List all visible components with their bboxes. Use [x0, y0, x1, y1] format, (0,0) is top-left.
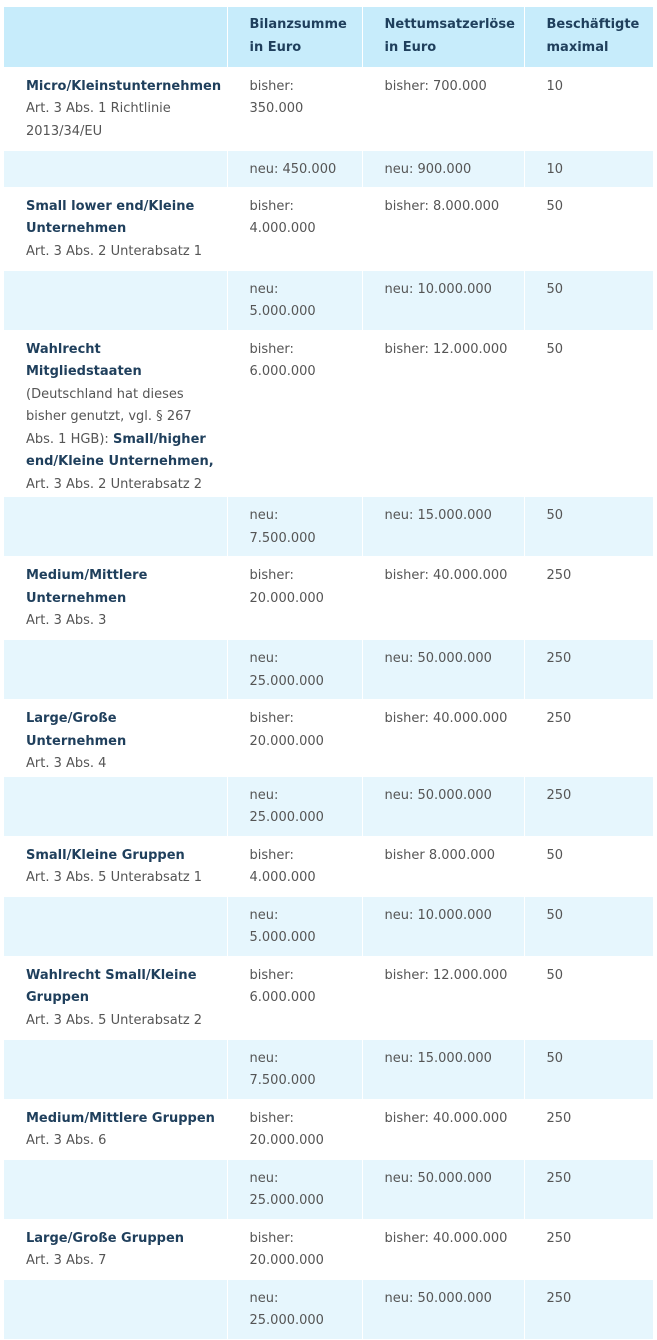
bilanz-cell: neu: 25.000.000: [227, 1279, 362, 1339]
bilanz-cell: neu: 25.000.000: [227, 1159, 362, 1219]
header-category: [4, 7, 227, 67]
category-cell: [4, 1039, 227, 1099]
category-cell: [4, 150, 227, 187]
table-row: [4, 640, 653, 700]
bilanz-cell: neu: 7.500.000: [227, 497, 362, 557]
umsatz-cell: bisher: 8.000.000: [362, 187, 524, 270]
category-label: Large/Große Gruppen: [26, 1230, 185, 1246]
table-row: [4, 1099, 653, 1159]
umsatz-cell: bisher: 40.000.000: [362, 1219, 524, 1279]
category-label: Large/Große Unternehmen: [26, 711, 127, 749]
category-label: Wahlrecht Small/Kleine Gruppen: [26, 967, 197, 1005]
bilanz-cell: neu: 7.500.000: [227, 1039, 362, 1099]
header-row: [4, 7, 653, 67]
category-cell: [4, 640, 227, 700]
umsatz-cell: bisher: 12.000.000: [362, 330, 524, 497]
table-row: [4, 776, 653, 836]
beschaeftigte-cell: 10: [524, 150, 653, 187]
category-cell: [4, 1279, 227, 1339]
beschaeftigte-cell: 50: [524, 956, 653, 1039]
category-ref: Art. 3 Abs. 7: [26, 1253, 107, 1268]
table-row: [4, 836, 653, 896]
umsatz-cell: bisher: 40.000.000: [362, 1099, 524, 1159]
umsatz-cell: neu: 15.000.000: [362, 497, 524, 557]
category-cell: [4, 1159, 227, 1219]
beschaeftigte-cell: 250: [524, 1219, 653, 1279]
beschaeftigte-cell: 250: [524, 1099, 653, 1159]
bilanz-cell: neu: 25.000.000: [227, 640, 362, 700]
header-nettoumsatz: Nettumsatzerlöse in Euro: [362, 7, 524, 67]
beschaeftigte-cell: 250: [524, 776, 653, 836]
category-cell: [4, 1219, 227, 1279]
category-cell: [4, 700, 227, 777]
beschaeftigte-cell: 250: [524, 1279, 653, 1339]
umsatz-cell: neu: 15.000.000: [362, 1039, 524, 1099]
category-label: Wahlrecht Mitgliedstaaten: [26, 341, 142, 379]
category-label: Micro/Kleinstunternehmen: [26, 78, 222, 94]
bilanz-cell: bisher: 4.000.000: [227, 836, 362, 896]
beschaeftigte-cell: 250: [524, 1159, 653, 1219]
beschaeftigte-cell: 50: [524, 330, 653, 497]
beschaeftigte-cell: 50: [524, 896, 653, 956]
umsatz-cell: neu: 900.000: [362, 150, 524, 187]
bilanz-cell: bisher: 6.000.000: [227, 330, 362, 497]
bilanz-cell: bisher: 4.000.000: [227, 187, 362, 270]
umsatz-cell: bisher: 40.000.000: [362, 557, 524, 640]
category-cell: [4, 187, 227, 270]
umsatz-cell: bisher: 40.000.000: [362, 700, 524, 777]
category-ref: Art. 3 Abs. 6: [26, 1133, 107, 1148]
table-row: [4, 557, 653, 640]
beschaeftigte-cell: 50: [524, 1039, 653, 1099]
category-cell: [4, 836, 227, 896]
category-label: Small/Kleine Gruppen: [26, 847, 185, 863]
category-cell: [4, 956, 227, 1039]
table-row: [4, 896, 653, 956]
umsatz-cell: bisher: 12.000.000: [362, 956, 524, 1039]
category-cell: [4, 497, 227, 557]
table-row: [4, 1279, 653, 1339]
umsatz-cell: bisher: 700.000: [362, 67, 524, 150]
bilanz-cell: bisher: 20.000.000: [227, 700, 362, 777]
category-label: Small lower end/Kleine Unternehmen: [26, 198, 195, 236]
umsatz-cell: neu: 50.000.000: [362, 1279, 524, 1339]
table-row: [4, 330, 653, 497]
bilanz-cell: neu: 25.000.000: [227, 776, 362, 836]
beschaeftigte-cell: 50: [524, 187, 653, 270]
table-row: [4, 187, 653, 270]
table-row: [4, 497, 653, 557]
umsatz-cell: neu: 10.000.000: [362, 270, 524, 330]
category-cell: [4, 330, 227, 497]
header-beschaeftigte: Beschäftigte maximal: [524, 7, 653, 67]
bilanz-cell: bisher: 350.000: [227, 67, 362, 150]
table-row: [4, 270, 653, 330]
umsatz-cell: neu: 50.000.000: [362, 776, 524, 836]
category-cell: [4, 1099, 227, 1159]
category-ref: Art. 3 Abs. 2 Unterabsatz 2: [26, 476, 203, 492]
table-row: [4, 1159, 653, 1219]
bilanz-cell: bisher: 20.000.000: [227, 557, 362, 640]
category-cell: [4, 67, 227, 150]
bilanz-cell: bisher: 6.000.000: [227, 956, 362, 1039]
beschaeftigte-cell: 250: [524, 640, 653, 700]
category-label: Medium/Mittlere Unternehmen: [26, 568, 148, 606]
bilanz-cell: bisher: 20.000.000: [227, 1219, 362, 1279]
umsatz-cell: bisher 8.000.000: [362, 836, 524, 896]
bilanz-cell: bisher: 20.000.000: [227, 1099, 362, 1159]
beschaeftigte-cell: 50: [524, 836, 653, 896]
category-ref: Art. 3 Abs. 5 Unterabsatz 1: [26, 870, 203, 885]
category-cell: [4, 776, 227, 836]
category-ref: Art. 3 Abs. 2 Unterabsatz 1: [26, 243, 203, 259]
umsatz-cell: neu: 10.000.000: [362, 896, 524, 956]
category-note: (Deutschland hat dieses bisher genutzt, vgl. § 267 Abs. 1 HGB):: [26, 386, 192, 447]
bilanz-cell: neu: 5.000.000: [227, 896, 362, 956]
table-row: [4, 1219, 653, 1279]
bilanz-cell: neu: 5.000.000: [227, 270, 362, 330]
table-row: [4, 956, 653, 1039]
thresholds-table: [4, 7, 654, 1340]
beschaeftigte-cell: 250: [524, 557, 653, 640]
category-cell: [4, 557, 227, 640]
umsatz-cell: neu: 50.000.000: [362, 640, 524, 700]
beschaeftigte-cell: 50: [524, 497, 653, 557]
beschaeftigte-cell: 10: [524, 67, 653, 150]
header-bilanzsumme: Bilanzsumme in Euro: [227, 7, 362, 67]
beschaeftigte-cell: 50: [524, 270, 653, 330]
category-ref: Art. 3 Abs. 3: [26, 613, 107, 628]
table-row: [4, 150, 653, 187]
category-ref: Art. 3 Abs. 1 Richtlinie 2013/34/EU: [26, 101, 171, 139]
category-label-secondary: Small/higher end/Kleine Unternehmen,: [26, 431, 214, 469]
category-label: Medium/Mittlere Gruppen: [26, 1110, 215, 1126]
category-ref: Art. 3 Abs. 5 Unterabsatz 2: [26, 1012, 203, 1028]
category-cell: [4, 896, 227, 956]
category-ref: Art. 3 Abs. 4: [26, 756, 107, 771]
bilanz-cell: neu: 450.000: [227, 150, 362, 187]
table-row: [4, 700, 653, 777]
category-cell: [4, 270, 227, 330]
table-row: [4, 67, 653, 150]
umsatz-cell: neu: 50.000.000: [362, 1159, 524, 1219]
beschaeftigte-cell: 250: [524, 700, 653, 777]
table-row: [4, 1039, 653, 1099]
